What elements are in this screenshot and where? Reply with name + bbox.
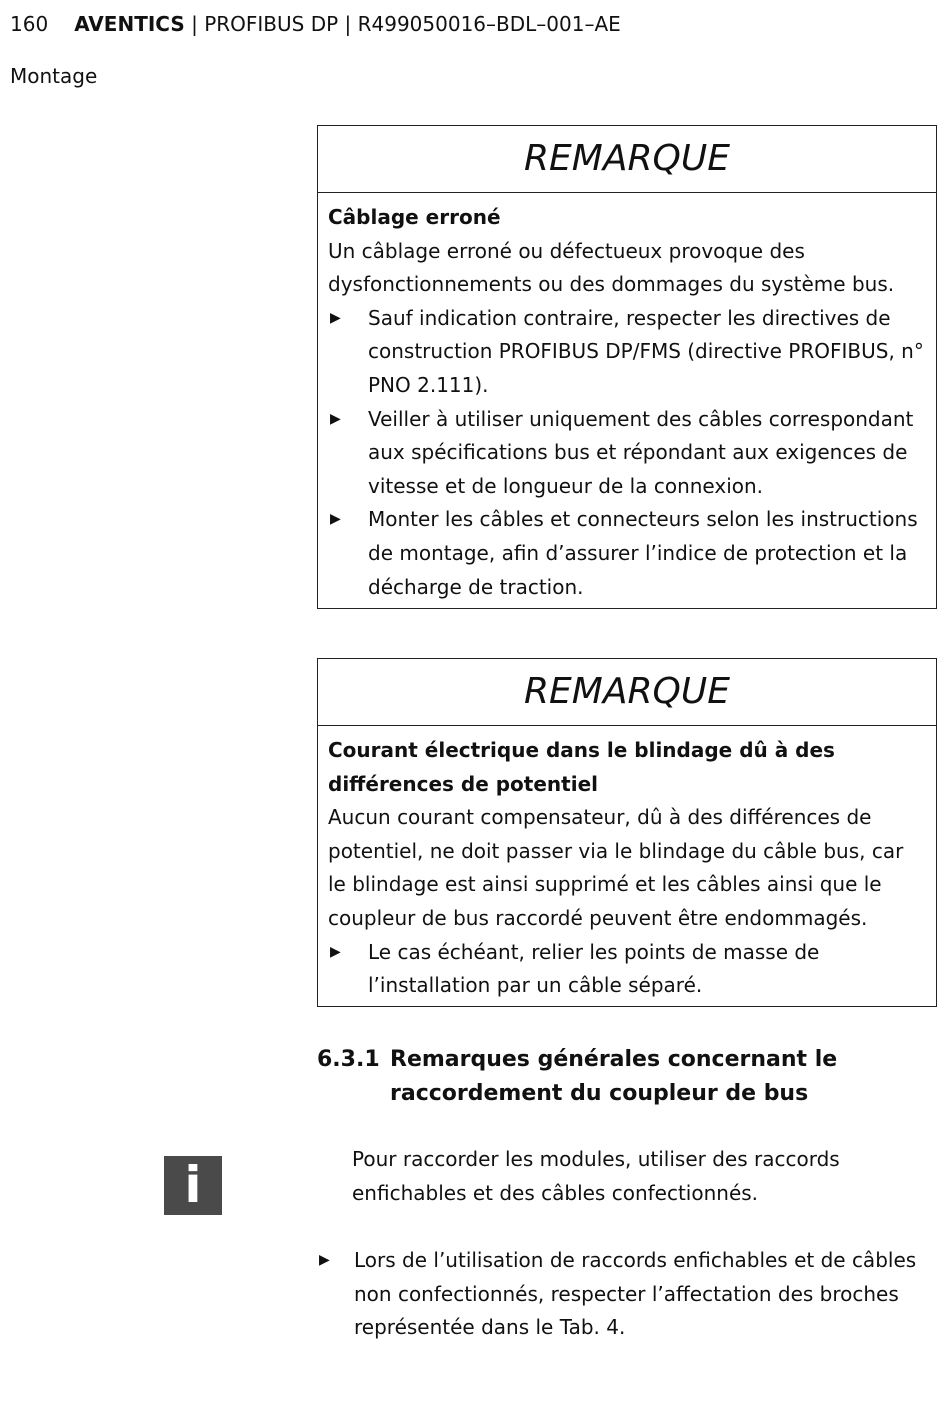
instruction-bullet: ▶ Lors de l’utilisation de raccords enfichables et de câbles non confectionnés, respecter l’affectation des broches représentée dans le Tab. 4. xyxy=(317,1244,942,1345)
notice-body xyxy=(318,726,936,1009)
notice-subtitle: Courant électrique dans le blindage dû à des différences de potentiel xyxy=(328,738,835,796)
bullet-arrow-icon: ▶ xyxy=(330,511,341,528)
page-header xyxy=(10,12,621,36)
bullet-arrow-icon: ▶ xyxy=(330,943,341,960)
notice-bullet: ▶ Monter les câbles et connecteurs selon les instructions de montage, afin d’assurer l’indice de protection et la décharge de traction. xyxy=(328,503,926,604)
section-number: 6.3.1 xyxy=(317,1047,380,1072)
section-label: Montage xyxy=(10,64,98,88)
notice-subtitle: Câblage erroné xyxy=(328,205,501,229)
bullet-arrow-icon: ▶ xyxy=(319,1252,330,1268)
notice-bullet: ▶ Le cas échéant, relier les points de masse de l’installation par un câble séparé. xyxy=(328,936,926,1003)
notice-text: Aucun courant compensateur, dû à des différences de potentiel, ne doit passer via le blindage du câble bus, car le blindage est ainsi supprimé et les câbles ainsi que le coupleur de bus raccordé peuvent être endommagés. xyxy=(328,805,904,930)
brand-name: AVENTICS xyxy=(74,12,185,36)
page-number: 160 xyxy=(10,12,49,36)
info-icon: i xyxy=(164,1156,222,1215)
notice-box-wiring xyxy=(317,125,937,609)
bullet-arrow-icon: ▶ xyxy=(330,309,341,326)
document-reference: | PROFIBUS DP | R499050016–BDL–001–AE xyxy=(184,12,621,36)
notice-bullet: ▶ Sauf indication contraire, respecter les directives de construction PROFIBUS DP/FMS (directive PROFIBUS, n° PNO 2.111). xyxy=(328,302,926,403)
notice-text: Un câblage erroné ou défectueux provoque des dysfonctionnements ou des dommages du système bus. xyxy=(328,238,895,297)
info-text: Pour raccorder les modules, utiliser des raccords enfichables et des câbles confectionnés. xyxy=(352,1147,840,1205)
notice-title: REMARQUE xyxy=(318,126,936,193)
notice-box-shield-current xyxy=(317,658,937,1007)
notice-body xyxy=(318,193,936,610)
notice-bullet: ▶ Veiller à utiliser uniquement des câbles correspondant aux spécifications bus et répondant aux exigences de vitesse et de longueur de la connexion. xyxy=(328,403,926,504)
section-heading xyxy=(317,1043,937,1111)
instruction-list xyxy=(317,1244,942,1345)
section-title: Remarques générales concernant le raccordement du coupleur de bus xyxy=(390,1047,838,1106)
notice-title: REMARQUE xyxy=(318,659,936,726)
bullet-arrow-icon: ▶ xyxy=(330,410,341,427)
